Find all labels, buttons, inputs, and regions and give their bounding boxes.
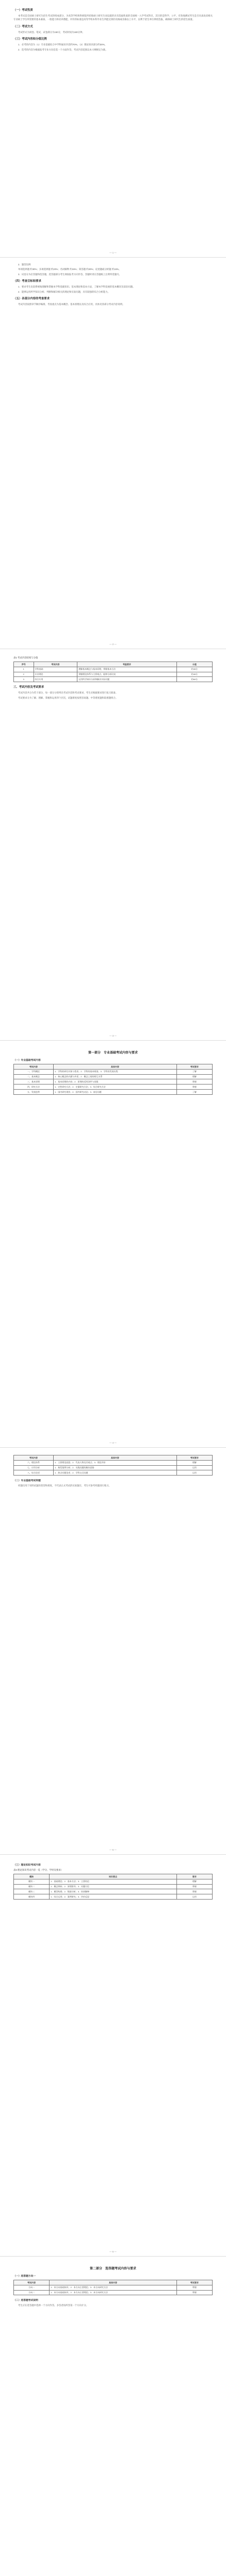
- page-1: [0, 0, 226, 258]
- table-row: 八、综合论述 1．热点问题论述；2．学科交叉问题 运用: [14, 1470, 213, 1476]
- page-number: — 4 —: [109, 1442, 117, 1444]
- table-header: 考查要求: [77, 662, 177, 667]
- table-row: 三、基本原理 1．基本原理的内容；2．原理的适用条件与局限 掌握: [14, 1079, 213, 1084]
- table-row: 模块一 1．基础理论；2．基本方法；3．主要结论 理解: [14, 1879, 213, 1884]
- content-table: 考试内容 具体内容 考试要求 方向一 1．本方向基础知识；2．本方向主要理论；3．本方向研究方法 掌握 方向二 1．本方向基础知识；2．本方向主要理论；3．本方向研究方法 掌握: [13, 2280, 213, 2295]
- section-heading: 三、考试内容及考试要求: [13, 686, 44, 689]
- table-row: 模块四 1．综合运用；2．案例研究；3．评价反思 运用: [14, 1894, 213, 1900]
- page-number: — 6 —: [109, 2250, 117, 2253]
- page-number: — 1 —: [109, 251, 117, 254]
- paragraph: 1．必考的内容为（1）专业基础综合中学科通识内容约70%，（2）理论知识部分约30%。: [18, 43, 107, 46]
- paragraph: 考试内容共分为若干部分，每一部分分别列出考试内容和考试要求，考生应根据要求进行复习准备。: [18, 691, 118, 694]
- content-table: [13, 662, 213, 682]
- page-number: — 2 —: [109, 643, 117, 646]
- sub-heading: （二）选答题考试说明: [13, 2299, 38, 2302]
- section-heading: （二）考试方式: [13, 25, 33, 28]
- sub-heading: （二）专业基础考试样题: [13, 1480, 41, 1483]
- page-number: — 5 —: [109, 1849, 117, 1851]
- section-heading: （三）考试内容和分值比例: [13, 38, 47, 41]
- page-6: [0, 1855, 226, 2257]
- table-row: 五、发展趋势 1．国内研究现状；2．国外研究动态；3．前沿问题 了解: [14, 1089, 213, 1094]
- paragraph: 2．题型比例: [18, 263, 31, 266]
- page-2: [0, 258, 226, 649]
- table-header: 考试内容: [34, 662, 77, 667]
- paragraph: 3．试卷分为必答题和选答题，选答题部分考生须按报考方向作答，答题时请在答题纸上注明所选题号。: [18, 273, 122, 276]
- table-header: 序号: [14, 662, 34, 667]
- sub-heading: （一）专业基础考试内容: [13, 1059, 41, 1062]
- part-title: 第二部分 选答题考试内容与要求: [89, 2267, 136, 2270]
- sub-heading: （三）理论知识考试内容: [13, 1864, 41, 1867]
- table-row: 方向二 1．本方向基础知识；2．本方向主要理论；3．本方向研究方法 掌握: [14, 2290, 213, 2295]
- paragraph: 样题仅用于说明试题的类型和难度，不代表正式考试的实际题目，考生可参考样题进行练习。: [18, 1484, 111, 1487]
- table-caption: 表1 考试内容结构与分值: [13, 656, 38, 659]
- paragraph: 考试内容按照章节顺序编排，考查重点为基本概念、基本原理以及综合应用，具体见各部分考试内容说明。: [18, 303, 125, 306]
- table-row: 3 综合应用 运用所学知识分析和解决实际问题 约60分: [14, 677, 213, 682]
- page-7: [0, 2257, 226, 2576]
- table-row: 四、研究方法 1．定性研究方法；2．定量研究方法；3．综合研究方法 掌握: [14, 1084, 213, 1090]
- section-heading: （五）各部分内容的考查要求: [13, 297, 50, 301]
- table-row: 一、学科概论 1．学科的研究对象与性质；2．学科的基本框架；3．学科的发展历程 了解: [14, 1069, 213, 1074]
- paragraph: 1．要求考生比较系统地理解和掌握本学科基础知识、基本理论和基本方法，了解本学科发展的基本概况及前沿问题。: [18, 285, 135, 289]
- paragraph: 2．选考的内容为根据报考专业方向任选一个方面作答，考试内容范围以本大纲规定为准。: [18, 48, 108, 51]
- paragraph: 考试要求分为了解、理解、掌握和运用四个层次，试题难度按照容易题、中等难度题和较难题组合。: [18, 696, 118, 699]
- table-row: 1 学科基础 理解基本概念与基本原理，掌握基本方法 约45分: [14, 667, 213, 672]
- table-caption: 表2 理论知识考试内容一览（学分、学时及要求）: [13, 1869, 63, 1871]
- paragraph: 考生应在选答题中选择一个方向作答，多答者按所答第一个方向计分。: [18, 2304, 89, 2307]
- page-4: [0, 1041, 226, 1448]
- table-row: 二、基本概念 1．核心概念的内涵与外延；2．概念之间的相互关系 理解: [14, 1074, 213, 1079]
- table-row: 模块三 1．模型构建；2．数据分析；3．结果解释 掌握: [14, 1889, 213, 1894]
- paragraph: 2．能够运用所学知识分析、判断和解决相关的理论和实际问题，具有较强的综合分析能力。: [18, 290, 110, 293]
- page-3: [0, 649, 226, 1041]
- part-title: 第一部分 专业基础考试内容与要求: [88, 1052, 138, 1055]
- paragraph: 单项选择题 约30%；多项选择题 约20%；名词解释 约15%；简答题 约20%；论述题或分析题 约15%。: [18, 268, 121, 271]
- sub-heading: （一）选答题方向一: [13, 2275, 36, 2278]
- paragraph: 本考试是全国硕士研究生招生考试的组成部分，为高等学校和科研院所招收硕士研究生而设置的具有选拔性质的全国统一入学考试科目，其目的是科学、公平、有效地测试考生是否具备攻读相关专业硕士学位所需要的基本素质、一般能力和培养潜能，评价的标准是高等学校本科毕业生所能达到的及格或及格以上水平，以利于招生单位择优选拔，确保硕士研究生的招生质量。: [13, 14, 213, 21]
- content-table: 模块 知识要点 要求 模块一 1．基础理论；2．基本方法；3．主要结论 理解 模块二 1．概念辨析；2．原理推导；3．问题讨论 掌握 模块三 1．模型构建；2．数据分析；3．结果解释 掌握 模块四 1．综合运用；2．案例研究；3．评价反思 运用: [13, 1874, 213, 1900]
- page-number: — 3 —: [109, 1035, 117, 1037]
- section-heading: （四）考查目标和要求: [13, 280, 41, 283]
- table-row: 方向一 1．本方向基础知识；2．本方向主要理论；3．本方向研究方法 掌握: [14, 2285, 213, 2290]
- table-row: 七、应用分析 1．典型案例分析；2．实践问题的解决思路 运用: [14, 1465, 213, 1470]
- section-heading: （一）考试性质: [13, 9, 33, 12]
- page-5: [0, 1448, 226, 1855]
- table-row: 模块二 1．概念辨析；2．原理推导；3．问题讨论 掌握: [14, 1884, 213, 1889]
- content-table: 考试内容 具体内容 考试要求 六、理论体系 1．主要理论流派；2．代表人物及其观点；3．理论评价 理解 七、应用分析 1．典型案例分析；2．实践问题的解决思路 运用 八、综合论述 1．热点问题论述；2．学科交叉问题 运用: [13, 1455, 213, 1476]
- table-header: 分值: [176, 662, 212, 667]
- table-row: 2 专业理论 掌握理论体系与主要观点，能够分析比较 约45分: [14, 672, 213, 677]
- paragraph: 考试形式为闭卷、笔试，试卷满分为150分，考试时间为180分钟。: [18, 30, 85, 33]
- table-row: 六、理论体系 1．主要理论流派；2．代表人物及其观点；3．理论评价 理解: [14, 1460, 213, 1465]
- content-table: 考试内容 具体内容 考试要求 一、学科概论 1．学科的研究对象与性质；2．学科的基本框架；3．学科的发展历程 了解 二、基本概念 1．核心概念的内涵与外延；2．概念之间的相互关系 理解 三、基本原理 1．基本原理的内容；2．原理的适用条件与局限 掌握 四、研究方法 1．定性研究方法；2．定量研究方法；3．综合研究方法 掌握 五、发展趋势 1．国内研究现状；2．国外研究动态；3．前沿问题 了解: [13, 1064, 213, 1095]
